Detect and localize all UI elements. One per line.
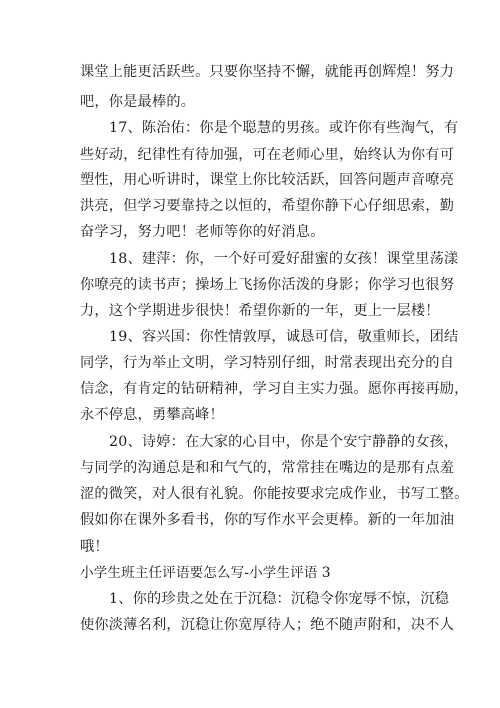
paragraph-1-first-line: 1、你的珍贵之处在于沉稳：沉稳令你宠辱不惊，沉稳: [109, 591, 450, 607]
text-line: 些好动，纪律性有待加强，可在老师心里，始终认为你有可: [80, 147, 455, 163]
text-line: 使你淡薄名利，沉稳让你宽厚待人；绝不随声附和，决不人: [80, 617, 455, 633]
text-line: 吧，你是最棒的。: [80, 94, 196, 110]
text-line: 课堂上能更活跃些。只要你坚持不懈，就能再创辉煌！努力: [80, 64, 455, 80]
text-line: 与同学的沟通总是和和气气的，常常挂在嘴边的是那有点羞: [80, 460, 455, 476]
text-line: 同学，行为举止文明，学习特别仔细，时常表现出充分的自: [80, 355, 455, 371]
text-line: 永不停息，勇攀高峰！: [80, 407, 224, 423]
text-line: 奋学习，努力吧！老师等你的好消息。: [80, 224, 325, 240]
paragraph-17-first-line: 17、陈治佑：你是个聪慧的男孩。或许你有些淘气，有: [109, 120, 459, 136]
text-line: 你嘹亮的读书声；操场上飞扬你活泼的身影；你学习也很努: [80, 277, 455, 293]
paragraph-19-first-line: 19、容兴国：你性情敦厚，诚恳可信，敬重师长，团结: [109, 329, 459, 345]
paragraph-18-first-line: 18、建萍：你，一个好可爱好甜蜜的女孩！课堂里荡漾: [109, 251, 459, 267]
section-heading: 小学生班主任评语要怎么写-小学生评语 3: [80, 565, 331, 581]
paragraph-20-first-line: 20、诗婷：在大家的心目中，你是个安宁静静的女孩，: [109, 434, 459, 450]
text-line: 力，这个学期进步很快！希望你新的一年，更上一层楼！: [80, 303, 440, 319]
text-line: 洪亮，但学习要靠持之以恒的，希望你静下心仔细思索，勤: [80, 198, 455, 214]
text-line: 哦！: [80, 539, 109, 555]
text-line: 信念，有肯定的钻研精神，学习自主实力强。愿你再接再励，: [80, 381, 469, 397]
text-line: 涩的微笑，对人很有礼貌。你能按要求完成作业，书写工整。: [80, 486, 469, 502]
text-line: 塑性，用心听讲时，课堂上你比较活跃，回答问题声音嘹亮: [80, 172, 455, 188]
text-line: 假如你在课外多看书，你的写作水平会更棒。新的一年加油: [80, 512, 455, 528]
